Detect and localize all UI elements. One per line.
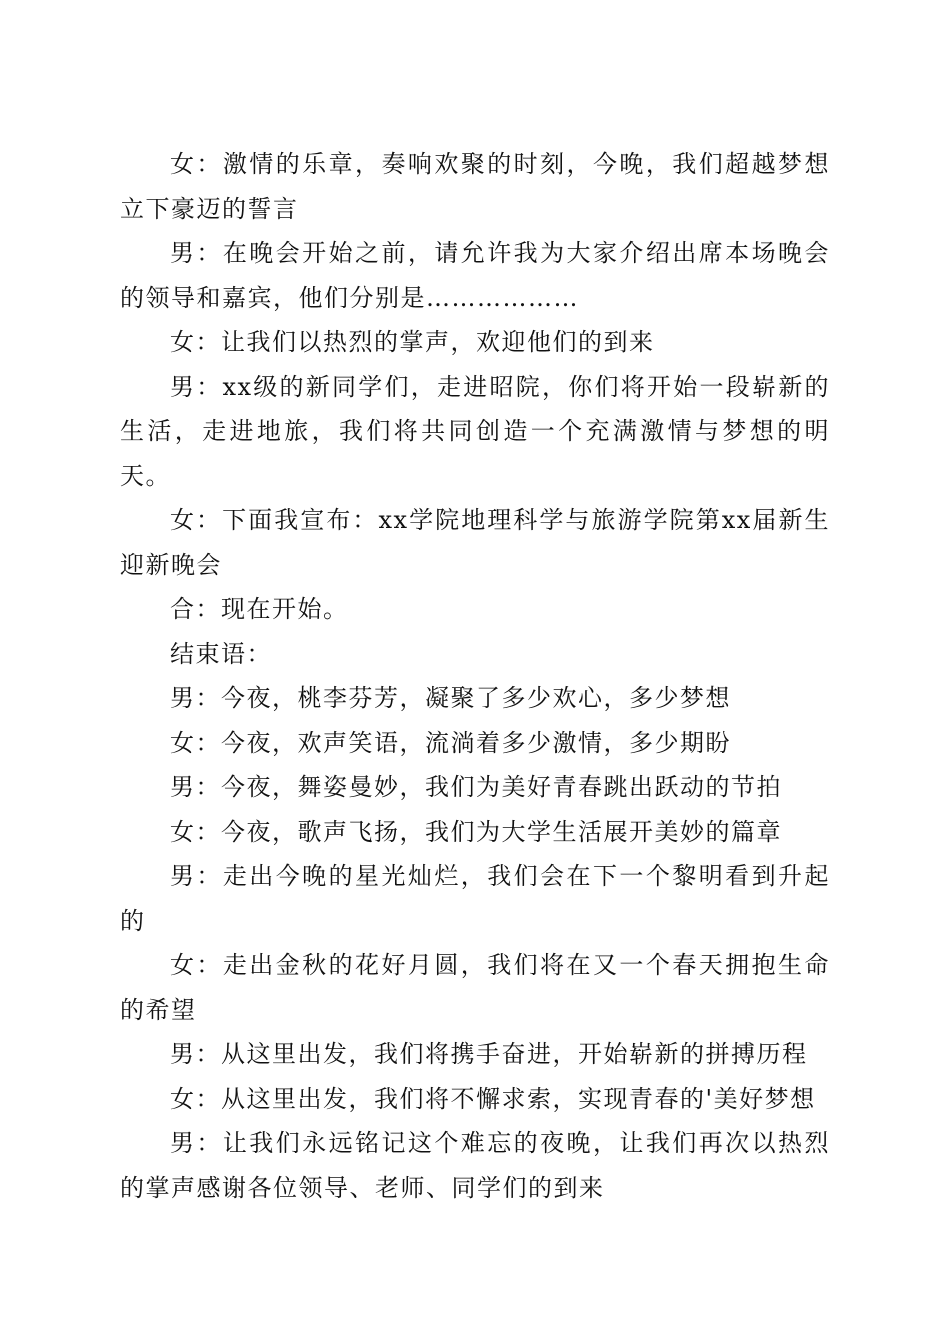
paragraph: 男：今夜，桃李芬芳，凝聚了多少欢心，多少梦想	[170, 684, 731, 712]
paragraph: 女：激情的乐章，奏响欢聚的时刻，今晚，我们超越梦想立下豪迈的誓言	[120, 150, 830, 223]
paragraph: 女：下面我宣布：xx学院地理科学与旅游学院第xx届新生迎新晚会	[120, 506, 830, 579]
document-body	[120, 142, 830, 1210]
paragraph: 女：走出金秋的花好月圆，我们将在又一个春天拥抱生命的希望	[120, 951, 830, 1024]
paragraph: 合：现在开始。	[170, 595, 349, 623]
paragraph: 女：从这里出发，我们将不懈求索，实现青春的'美好梦想	[170, 1084, 816, 1113]
paragraph: 男：xx级的新同学们，走进昭院，你们将开始一段崭新的生活，走进地旅，我们将共同创造一个充满激情与梦想的明天。	[120, 372, 830, 490]
paragraph: 女：今夜，欢声笑语，流淌着多少激情，多少期盼	[170, 728, 731, 757]
paragraph: 男：从这里出发，我们将携手奋进，开始崭新的拼搏历程	[170, 1040, 808, 1068]
section-heading: 结束语：	[170, 639, 272, 668]
paragraph: 男：走出今晚的星光灿烂，我们会在下一个黎明看到升起的	[120, 862, 830, 935]
paragraph: 女：今夜，歌声飞扬，我们为大学生活展开美妙的篇章	[170, 817, 782, 846]
paragraph: 女：让我们以热烈的掌声，欢迎他们的到来	[170, 328, 655, 356]
paragraph: 男：让我们永远铭记这个难忘的夜晚，让我们再次以热烈的掌声感谢各位领导、老师、同学们的到来	[120, 1129, 830, 1202]
paragraph: 男：在晚会开始之前，请允许我为大家介绍出席本场晚会的领导和嘉宾，他们分别是………………	[120, 239, 830, 312]
paragraph: 男：今夜，舞姿曼妙，我们为美好青春跳出跃动的节拍	[170, 773, 782, 801]
